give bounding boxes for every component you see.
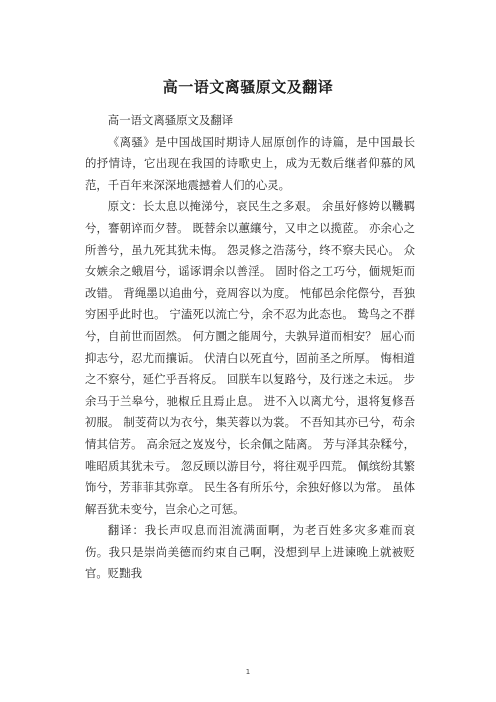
page-number: 1 — [245, 668, 251, 676]
document-body — [85, 110, 415, 585]
document-title: 高一语文离骚原文及翻译 — [162, 78, 334, 96]
paragraph-subtitle: 高一语文离骚原文及翻译 — [107, 113, 234, 127]
paragraph-original-text: 原文：长太息以掩涕兮，哀民生之多艰。 余虽好修姱以鞿羁兮，謇朝谇而夕替。 既替余以蕙纕兮，又申之以揽茝。 亦余心之所善兮，虽九死其犹未悔。 怨灵修之浩荡兮，终不察夫民心。 众女嫉余之蛾眉兮，谣诼谓余以善淫。 固时俗之工巧兮，偭规矩而改错。 背绳墨以追曲兮，竞周容以为度。 忳郁邑余侘傺兮，吾独穷困乎此时也。 宁溘死以流亡兮，余不忍为此态也。 鸷鸟之不群兮，自前世而固然。 何方圜之能周兮，夫孰异道而相安？ 屈心而抑志兮，忍尤而攘诟。 伏清白以死直兮，固前圣之所厚。 悔相道之不察兮，延伫乎吾将反。 回朕车以复路兮，及行迷之未远。 步余马于兰皋兮，驰椒丘且焉止息。 进不入以离尤兮，退将复修吾初服。 制芰荷以为衣兮，集芙蓉以为裳。 不吾知其亦已兮，苟余情其信芳。 高余冠之岌岌兮，长余佩之陆离。 芳与泽其杂糅兮，唯昭质其犹未亏。 忽反顾以游目兮，将往观乎四荒。 佩缤纷其繁饰兮，芳菲菲其弥章。 民生各有所乐兮，余独好修以为常。 虽体解吾犹未变兮，岂余心之可惩。 — [85, 199, 415, 516]
paragraph-intro: 《离骚》是中国战国时期诗人屈原创作的诗篇，是中国最长的抒情诗，它出现在我国的诗歌史上，成为无数后继者仰慕的风范，千百年来深深地震撼着人们的心灵。 — [85, 134, 415, 192]
paragraph-translation: 翻译：我长声叹息而泪流满面啊，为老百姓多灾多难而哀伤。我只是崇尚美德而约束自己啊，没想到早上进谏晚上就被贬官。贬黜我 — [85, 523, 415, 581]
